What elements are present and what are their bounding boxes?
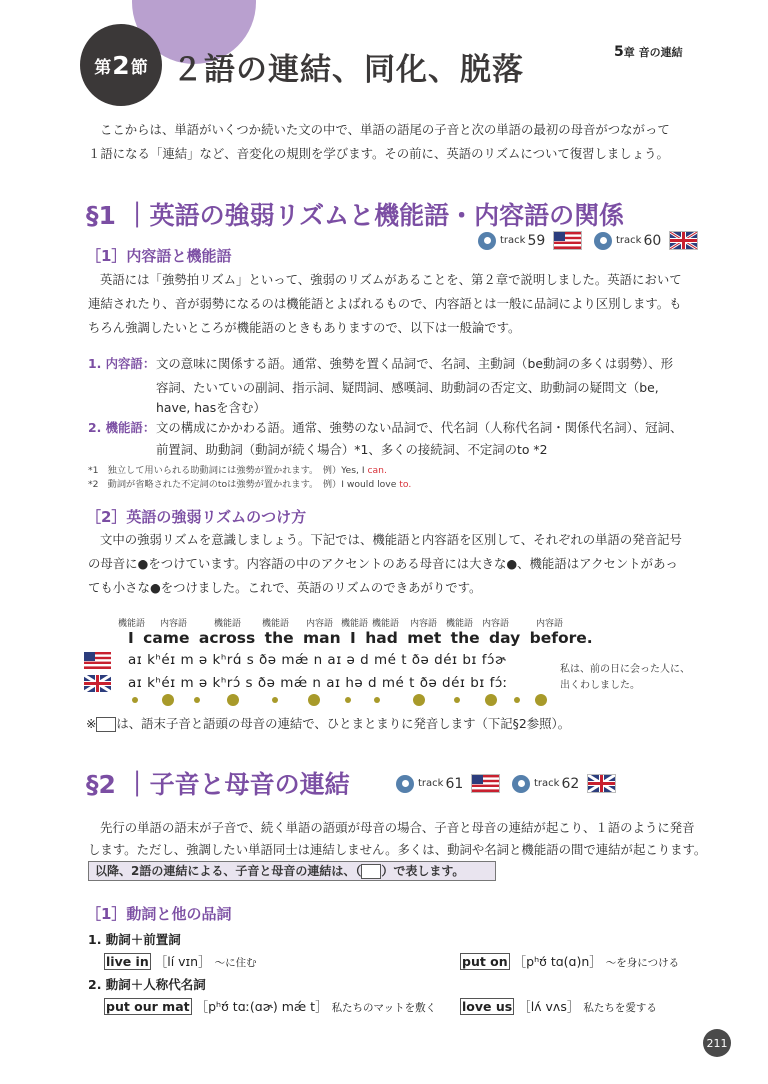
example-sentence: I came across the man I had met the day before.	[128, 629, 593, 647]
page-title: ２語の連結、同化、脱落	[172, 52, 524, 88]
example-love-us	[460, 997, 657, 1015]
badge-post: 節	[130, 57, 148, 78]
footnote-1-text: *1 独立して用いられる助動詞には強勢が置かれます。 例）Yes, I	[88, 465, 368, 476]
footnote-2-red: to.	[399, 479, 412, 490]
word-tag: 機能語	[262, 619, 290, 629]
intro-line-1: ここからは、単語がいくつか続いた文の中で、単語の語尾の子音と次の単語の最初の母音がつながって	[100, 122, 670, 137]
s1-2-text-3: ても小さな●をつけました。これで、英語のリズムのできあがりです。	[88, 580, 482, 595]
subsection-2-1: ［1］動詞と他の品詞	[86, 905, 232, 923]
badge-pre: 第	[94, 57, 112, 78]
example-jp: ～を身につける	[605, 957, 680, 969]
strong-dot	[308, 694, 320, 706]
page-number: 211	[703, 1029, 731, 1057]
cd-icon	[594, 232, 612, 250]
category-1: 1. 動詞＋前置詞	[88, 932, 181, 947]
track-label: track	[418, 778, 444, 789]
example-en: put our mat	[106, 999, 190, 1014]
category-2: 2. 動詞＋人称代名詞	[88, 977, 206, 992]
section-badge	[80, 24, 162, 106]
cd-icon	[396, 775, 414, 793]
example-ipa: ［lʌ́ vʌs］	[518, 999, 580, 1014]
translation-1: 私は、前の日に会った人に、	[560, 664, 690, 675]
s2-text-2: します。ただし、強調したい単語同士は連結しません。多くは、動詞や名詞と機能語の間で連結が起こります。	[88, 842, 707, 857]
uk-flag-icon	[84, 675, 111, 692]
chapter-label	[614, 44, 683, 60]
intro-line-2: １語になる「連結」など、音変化の規則を学びます。その前に、英語のリズムについて復習しましょう。	[88, 146, 669, 161]
s1-2-text-2: の母音に●をつけています。内容語の中のアクセントのある母音には大きな●、機能語はアクセントがあっ	[88, 556, 678, 571]
strong-dot	[535, 694, 547, 706]
track-59[interactable]	[478, 231, 582, 250]
weak-dot	[272, 697, 278, 703]
example-ipa: ［lí vɪn］	[154, 954, 211, 969]
us-flag-icon	[553, 231, 582, 250]
chapter-num: 5	[614, 44, 624, 60]
def-2-line-2: 前置詞、助動詞（動詞が続く場合）*1、多くの接続詞、不定詞のto *2	[156, 442, 548, 457]
def-1-line-3: have, hasを含む）	[156, 400, 266, 415]
subsection-1-2: ［2］英語の強弱リズムのつけ方	[86, 508, 307, 526]
example-en: live in	[106, 954, 149, 969]
legend-text: は、語末子音と語頭の母音の連結で、ひとまとまりに発音します（下記§2参照）。	[116, 716, 571, 731]
word-tag: 機能語	[372, 619, 400, 629]
uk-flag-icon	[669, 231, 698, 250]
track-label: track	[500, 235, 526, 246]
box-legend	[86, 712, 570, 736]
weak-dot	[345, 697, 351, 703]
word-tag: 内容語	[482, 619, 510, 629]
word-tag: 内容語	[410, 619, 438, 629]
ipa-us: aɪ kʰéɪ m ə kʰrɑ́ s ðə mǽ n aɪ ə d mé t ðə déɪ bɪ fɔ́ɚ	[128, 652, 507, 668]
example-live-in	[104, 952, 257, 970]
word-tag: 機能語	[214, 619, 242, 629]
track-label: track	[616, 235, 642, 246]
track-61[interactable]	[396, 774, 500, 793]
badge-num: 2	[112, 50, 130, 80]
us-flag-icon	[471, 774, 500, 793]
word-tag: 内容語	[160, 619, 188, 629]
example-ipa: ［pʰʊ́ tɑ(ɑ)n］	[513, 954, 602, 969]
s2-box-note	[88, 861, 496, 881]
def-1-line-1: 文の意味に関係する語。通常、強勢を置く品詞で、名詞、主動詞（be動詞の多くは弱勢）、形	[156, 356, 674, 371]
track-62[interactable]	[512, 774, 616, 793]
track-num: 62	[561, 775, 580, 792]
track-label: track	[534, 778, 560, 789]
track-60[interactable]	[594, 231, 698, 250]
strong-dot	[485, 694, 497, 706]
s2-text-1: 先行の単語の語末が子音で、続く単語の語頭が母音の場合、子音と母音の連結が起こり、１語のように発音	[100, 820, 695, 835]
s1-text-2: 連結されたり、音が弱勢になるのは機能語とよばれるもので、内容語とは一般に品詞により区別します。も	[88, 296, 682, 311]
weak-dot	[454, 697, 460, 703]
track-num: 60	[643, 232, 662, 249]
weak-dot	[374, 697, 380, 703]
section-2-title: §2 ｜子音と母音の連結	[86, 770, 350, 799]
example-put-our-mat	[104, 997, 436, 1015]
weak-dot	[132, 697, 138, 703]
example-put-on	[460, 952, 679, 970]
section-1-title: §1 ｜英語の強弱リズムと機能語・内容語の関係	[86, 201, 625, 230]
example-jp: ～に住む	[214, 957, 257, 969]
box-note-post: ）で表します。	[381, 864, 465, 878]
us-flag-icon	[84, 652, 111, 669]
strong-dot	[227, 694, 239, 706]
example-en: love us	[462, 999, 513, 1014]
def-2-line-1: 文の構成にかかわる語。通常、強勢のない品詞で、代名詞（人称代名詞・関係代名詞）、冠詞、	[156, 420, 683, 435]
footnote-1	[88, 462, 387, 476]
s1-2-text-1: 文中の強弱リズムを意識しましょう。下記では、機能語と内容語を区別して、それぞれの単語の発音記号	[100, 532, 682, 547]
example-jp: 私たちを愛する	[583, 1002, 657, 1014]
def-1-line-2: 容詞、たいていの副詞、指示詞、疑問詞、感嘆詞、助動詞の否定文、助動詞の疑問文（be,	[156, 380, 659, 395]
footnote-2	[88, 476, 411, 490]
ipa-uk: aɪ kʰéɪ m ə kʰrɔ́ s ðə mǽ n aɪ hə d mé t ðə déɪ bɪ fɔ́ː	[128, 675, 508, 691]
s1-text-1: 英語には「強勢拍リズム」といって、強弱のリズムがあることを、第２章で説明しました。英語において	[100, 272, 682, 287]
uk-flag-icon	[587, 774, 616, 793]
chapter-text: 章 音の連結	[623, 46, 683, 59]
legend-box	[361, 864, 381, 879]
cd-icon	[512, 775, 530, 793]
word-tag: 機能語	[446, 619, 474, 629]
legend-mark: ※	[86, 716, 97, 731]
cd-icon	[478, 232, 496, 250]
word-tag: 機能語	[341, 619, 369, 629]
track-num: 59	[527, 232, 546, 249]
word-tag: 内容語	[536, 619, 564, 629]
box-note-pre: 以降、2語の連結による、子音と母音の連結は、（	[95, 864, 362, 878]
example-jp: 私たちのマットを敷く	[331, 1002, 437, 1014]
def-1-label: 1. 内容語：	[88, 356, 156, 371]
track-num: 61	[445, 775, 464, 792]
s1-text-3: ちろん強調したいところが機能語のときもありますので、以下は一般論です。	[88, 320, 521, 335]
example-ipa: ［pʰʊ́ tɑː(ɑɚ) mǽ t］	[195, 999, 328, 1014]
footnote-2-text: *2 動詞が省略された不定詞のtoは強勢が置かれます。 例）I would love	[88, 479, 400, 490]
weak-dot	[194, 697, 200, 703]
word-tag: 機能語	[118, 619, 146, 629]
footnote-1-red: can.	[367, 465, 387, 476]
weak-dot	[514, 697, 520, 703]
strong-dot	[413, 694, 425, 706]
translation-2: 出くわしました。	[560, 680, 640, 691]
example-en: put on	[462, 954, 508, 969]
word-tag: 内容語	[306, 619, 334, 629]
legend-box	[96, 717, 116, 732]
def-2-label: 2. 機能語：	[88, 420, 156, 435]
subsection-1-1: ［1］内容語と機能語	[86, 247, 232, 265]
strong-dot	[162, 694, 174, 706]
